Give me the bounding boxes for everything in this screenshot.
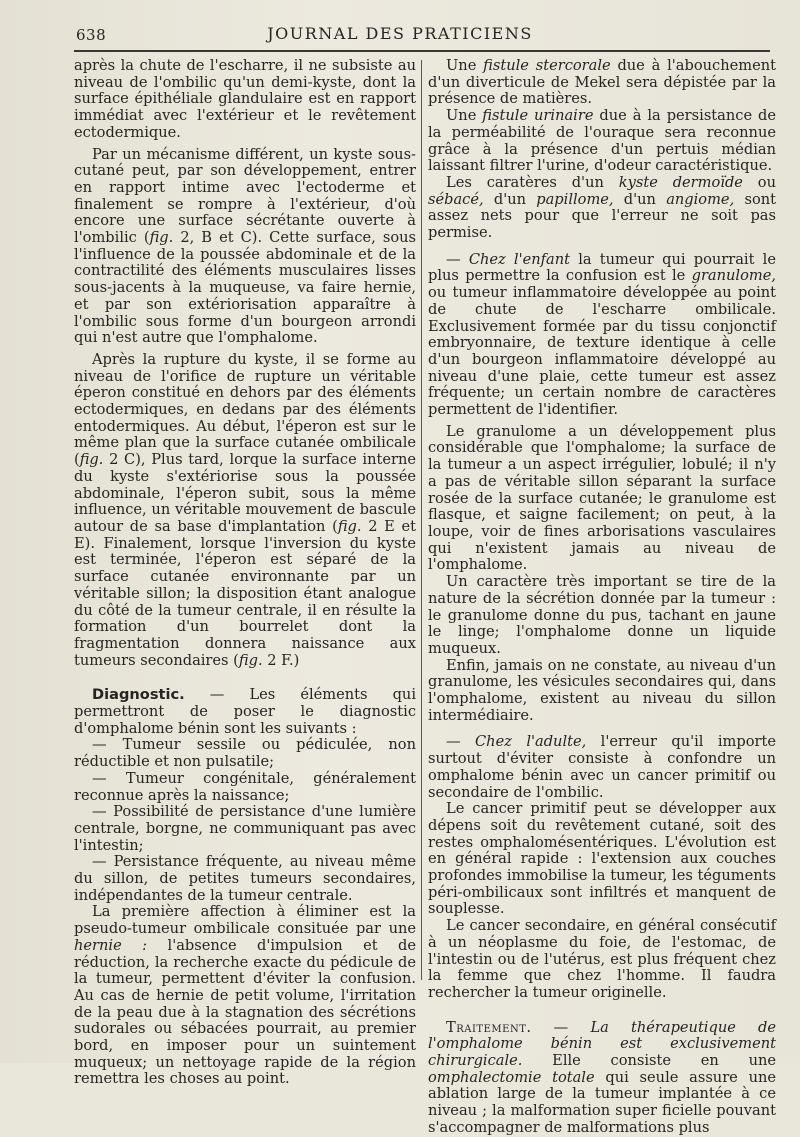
- section-heading-diagnostic: Diagnostic.: [92, 686, 185, 704]
- paragraph-secretion: Un caractère très important se tire de la nature de la sécrétion donnée par la tumeur : le granulome donne du pus, tachant en jaune le linge; l'omphalome donne un liquide muqueux.: [428, 573, 776, 657]
- paragraph-traitement: Traitement. — La thérapeutique de l'omphalome bénin est exclusivement chirurgicale. Elle consiste en une omphalectomie totale qui seule assure une ablation large de la tumeur implantée à ce niveau ; la malformation super ficielle pouvant s'accompagner de malformations plus: [428, 1018, 777, 1136]
- list-item: — Possibilité de persistance d'une lumière centrale, borgne, ne communiquant pas avec l'intestin;: [74, 803, 416, 854]
- paragraph-escharre: après la chute de l'escharre, il ne subsiste au niveau de l'ombilic qu'un demi-kyste, dont la surface épithéliale glandulaire est en rapport immédiat avec l'extérieur et le revêtement ectodermique.: [74, 57, 416, 141]
- paragraph-fistule-urinaire: Une fistule urinaire due à la persistance de la perméabilité de l'ouraque sera reconnue grâce à la présence d'un pertuis médian laissant filtrer l'urine, d'odeur caractéristique.: [428, 107, 777, 175]
- right-column: [428, 58, 776, 1137]
- column-divider: [421, 60, 422, 980]
- paragraph-kyste-sous-cutane: Par un mécanisme différent, un kyste sous-cutané peut, par son développement, entrer en rapport intime avec l'ectoderme et finalement se rompre à l'extérieur, d'où encore une surface sécrétante ouverte à l'ombilic (fig. 2, B et C). Cette surface, sous l'influence de la poussée abdominale et de la contractilité des éléments musculaires lisses sous-jacents à la muqueuse, va faire hernie, et par son extériorisation apparaître à l'ombilic sous forme d'un bourgeon arrondi qui n'est autre que l'omphalome.: [74, 145, 416, 347]
- paragraph-eperon: Après la rupture du kyste, il se forme au niveau de l'orifice de rupture un véritable éperon constitué en dehors par des éléments ectodermiques, en dedans par des éléments entodermiques. Au début, l'éperon est sur le même plan que la surface cutanée ombilicale (fig. 2 C), Plus tard, lorque la surface interne du kyste s'extériorise sous la poussée abdominale, l'éperon subit, sous la même influence, un véritable mouvement de bascule autour de sa base d'implantation (fig. 2 E et E). Finalement, lorsque l'inversion du kyste est terminée, l'éperon est séparé de la surface cutanée environnante par un véritable sillon; la disposition étant analogue du côté de la tumeur centrale, il en résulte la formation d'un bourrelet dont la fragmentation donnera naissance aux tumeurs secondaires (fig. 2 F.): [74, 350, 417, 669]
- section-heading-traitement: Traitement.: [446, 1018, 532, 1036]
- paragraph-granulome: Le granulome a un développement plus considérable que l'omphalome; la surface de la tumeur a un aspect irrégulier, lobulé; il n'y a pas de véritable sillon séparant la surface rosée de la surface cutanée; le granulome est flasque, et saigne facilement; on peut, à la loupe, voir de fines arborisations vasculaires qui n'existent jamais au niveau de l'omphalome.: [428, 422, 776, 574]
- list-item: — Persistance fréquente, au niveau même du sillon, de petites tumeurs secondaires, indépendantes de la tumeur centrale.: [74, 853, 416, 904]
- left-column: [74, 58, 416, 1088]
- page-number: 638: [76, 26, 107, 44]
- header-rule: [74, 50, 770, 52]
- paragraph-vesicules: Enfin, jamais on ne constate, au niveau d'un granulome, les vésicules secondaires qui, dans l'omphalome, existent au niveau du sillon intermédiaire.: [428, 656, 776, 724]
- paragraph-cancer-primitif: Le cancer primitif peut se développer aux dépens soit du revêtement cutané, soit des restes omphalomésentériques. L'évolution est en général rapide : l'extension aux couches profondes immobilise la tumeur, les téguments péri-ombilicaux sont infiltrés et manquent de souplesse.: [428, 800, 776, 918]
- paragraph-fistule-stercorale: Une fistule stercorale due à l'abouchement d'un diverticule de Mekel sera dépistée par la présence de matières.: [428, 57, 776, 108]
- paragraph-diagnostic: Diagnostic. — Les éléments qui permettront de poser le diagnostic d'omphalome bénin sont les suivants :: [74, 686, 416, 737]
- paragraph-hernie: La première affection à éliminer est la pseudo-tumeur ombilicale consituée par une hernie : l'absence d'impulsion et de réduction, la recherche exacte du pédicule de la tumeur, permettent d'éviter la confusion. Au cas de hernie de petit volume, l'irritation de la peau due à la stagnation des sécrétions sudorales ou sébacées pourrait, au premier bord, en imposer pour un suintement muqueux; un nettoyage rapide de la région remettra les choses au point.: [74, 903, 416, 1088]
- list-item: — Tumeur congénitale, généralement reconnue après la naissance;: [74, 769, 416, 804]
- paragraph-chez-enfant: — Chez l'enfant la tumeur qui pourrait le plus permettre la confusion est le granulome, ou tumeur inflammatoire développée au point de chute de l'escharre ombilicale. Exclusivement formée par du tissu conjonctif embryonnaire, de texture identique à celle d'un bourgeon inflammatoire développé au niveau d'une plaie, cette tumeur est assez fréquente; un certain nombre de caractères permettent de l'identifier.: [428, 250, 776, 419]
- list-item: — Tumeur sessile ou pédiculée, non réductible et non pulsatile;: [74, 736, 416, 771]
- paragraph-cancer-secondaire: Le cancer secondaire, en général consécutif à un néoplasme du foie, de l'estomac, de l'intestin ou de l'utérus, est plus fréquent chez la femme que chez l'homme. Il faudra rechercher la tumeur originelle.: [428, 917, 776, 1001]
- paragraph-kyste-dermoide: Les caratères d'un kyste dermoïde ou sébacé, d'un papillome, d'un angiome, sont assez nets pour que l'erreur ne soit pas permise.: [428, 173, 776, 242]
- running-title: JOURNAL DES PRATICIENS: [267, 24, 533, 43]
- paragraph-chez-adulte: — Chez l'adulte, l'erreur qu'il importe surtout d'éviter consiste à confondre un omphalome bénin avec un cancer primitif ou secondaire de l'ombilic.: [428, 733, 776, 801]
- page-header: [0, 0, 800, 56]
